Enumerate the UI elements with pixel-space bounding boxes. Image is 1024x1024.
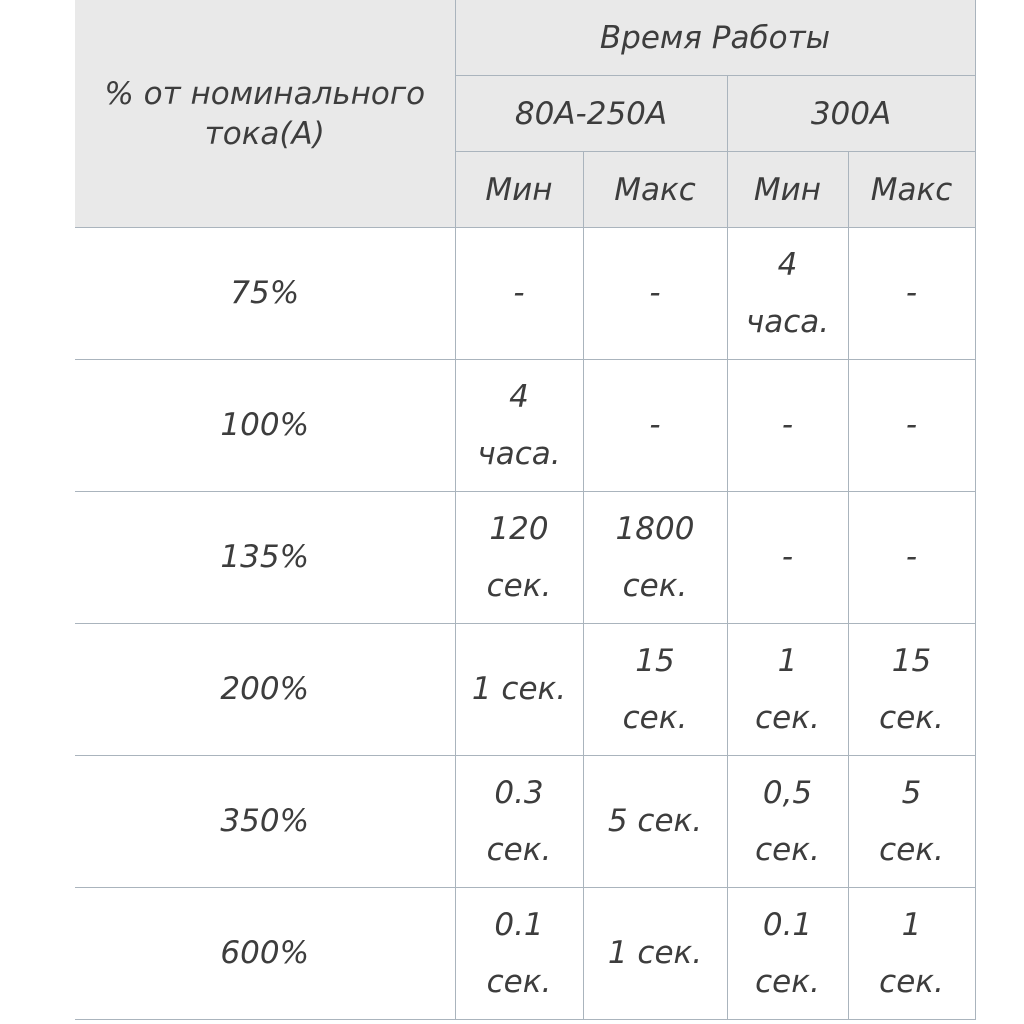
table-cell [583,228,727,360]
row-label-cell: 100% [75,360,455,492]
cell-text-line: - [905,539,918,575]
table-cell [583,492,727,624]
cell-text-line: 1 сек. [471,671,567,707]
row-label-cell: 75% [75,228,455,360]
table-header [75,0,975,228]
row-label-cell: 200% [75,624,455,756]
cell-text-line: сек. [755,831,820,868]
table-cell [583,360,727,492]
table-cell [848,756,975,888]
cell-text-line: сек. [622,567,688,604]
table-cell [455,756,583,888]
cell-text-line: - [649,407,661,443]
cell-text-line: сек. [755,963,820,1000]
table-cell [727,492,848,624]
cell-text-line: сек. [879,699,944,736]
table-cell [848,228,975,360]
cell-text-line: сек. [622,699,688,736]
table-cell [848,492,975,624]
table-cell [455,228,583,360]
table-cell [727,228,848,360]
table-cell [727,756,848,888]
cell-text-line: 5 сек. [607,803,703,839]
table-cell [455,624,583,756]
table-body [75,228,975,1020]
row-label-cell: 600% [75,888,455,1020]
subcolumn-header: Макс [583,152,727,228]
corner-header-cell: % от номинального тока(A) [75,0,455,228]
table-cell [455,492,583,624]
row-label-cell: 350% [75,756,455,888]
cell-text-line: 15 [891,642,932,679]
cell-text-line: сек. [879,831,944,868]
cell-text-line: - [513,275,525,311]
table-cell [848,360,975,492]
subgroup-header-80a-250a: 80A-250A [455,76,727,152]
cell-text-line: - [781,407,794,443]
cell-text-line: 0.1 [494,906,544,943]
cell-text-line: 0.1 [762,906,813,943]
cell-text-line: сек. [486,567,552,604]
table-cell [583,624,727,756]
table-cell [455,360,583,492]
cell-text-line: 15 [635,642,675,679]
table-cell [848,624,975,756]
cell-text-line: 5 [901,774,922,811]
table-row [75,624,975,756]
table-row [75,360,975,492]
cell-text-line: - [781,539,794,575]
trip-time-table [75,0,976,1020]
subcolumn-header: Макс [848,152,975,228]
subcolumn-header: Мин [455,152,583,228]
table-row [75,888,975,1020]
cell-text-line: 1 сек. [607,935,703,971]
table-cell [455,888,583,1020]
cell-text-line: сек. [755,699,820,736]
table-row [75,492,975,624]
table-cell [583,888,727,1020]
cell-text-line: часа. [745,303,830,340]
cell-text-line: сек. [486,963,552,1000]
cell-text-line: часа. [477,435,561,472]
table-row [75,228,975,360]
table-cell [848,888,975,1020]
table-cell [583,756,727,888]
cell-text-line: 1 [777,642,798,679]
cell-text-line: 1800 [615,510,695,547]
table-cell [727,624,848,756]
cell-text-line: 120 [489,510,549,547]
cell-text-line: сек. [879,963,944,1000]
table-cell [727,888,848,1020]
row-label-cell: 135% [75,492,455,624]
cell-text-line: 0,5 [762,774,813,811]
subcolumn-header: Мин [727,152,848,228]
cell-text-line: сек. [486,831,552,868]
cell-text-line: - [905,275,918,311]
group-header-cell: Время Работы [455,0,975,76]
cell-text-line: 4 [509,378,529,415]
cell-text-line: 4 [777,246,798,283]
cell-text-line: 1 [901,906,922,943]
subgroup-header-300a: 300A [727,76,975,152]
cell-text-line: - [905,407,918,443]
cell-text-line: 0.3 [494,774,544,811]
table-cell [727,360,848,492]
header-row-group [75,0,975,76]
cell-text-line: - [649,275,661,311]
table-row [75,756,975,888]
